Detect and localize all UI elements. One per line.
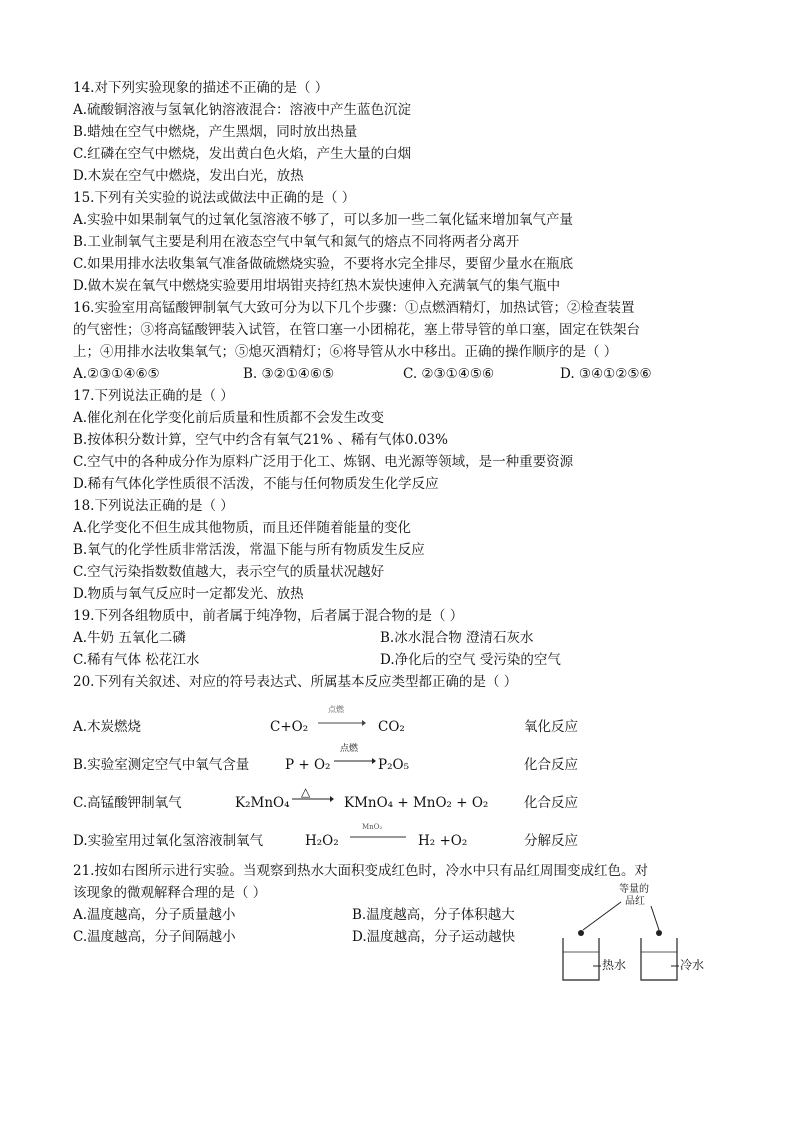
q16-option-a: A.②③①④⑥⑤ bbox=[73, 366, 160, 382]
q21-option-b: B.温度越高，分子体积越大 bbox=[352, 907, 515, 923]
diffusion-experiment-figure bbox=[555, 884, 715, 988]
q20-row-a-type: 氧化反应 bbox=[524, 719, 578, 735]
q14-option-d: D.木炭在空气中燃烧，发出白光，放热 bbox=[73, 168, 304, 184]
q20-row-b-arrow-icon bbox=[334, 756, 376, 766]
q20-row-b-products: P₂O₅ bbox=[378, 757, 409, 773]
q20-row-b-reactants: P + O₂ bbox=[285, 757, 331, 773]
q21-line-2: 该现象的微观解释合理的是（ ） bbox=[73, 885, 267, 901]
q20-row-c-condition: △ bbox=[301, 785, 311, 799]
q20-row-d-condition: MnO₂ bbox=[362, 823, 383, 831]
figure-label-equal-amount: 等量的 bbox=[619, 884, 649, 895]
figure-label-cold-water: 冷水 bbox=[680, 958, 705, 972]
q19-option-a: A.牛奶 五氧化二磷 bbox=[73, 630, 186, 646]
q20-row-d-products: H₂ +O₂ bbox=[418, 833, 468, 849]
q19-option-c: C.稀有气体 松花江水 bbox=[73, 652, 200, 668]
q14-option-b: B.蜡烛在空气中燃烧，产生黑烟，同时放出热量 bbox=[73, 124, 358, 140]
q20-row-d-line bbox=[350, 832, 406, 842]
q20-row-a-arrow-icon bbox=[318, 718, 366, 728]
q14-option-c: C.红磷在空气中燃烧，发出黄白色火焰，产生大量的白烟 bbox=[73, 146, 412, 162]
q15-option-c: C.如果用排水法收集氧气准备做硫燃烧实验，不要将水完全排尽，要留少量水在瓶底 bbox=[73, 256, 574, 272]
q20-row-c-label: C.高锰酸钾制氧气 bbox=[73, 795, 182, 811]
q19-option-d: D.净化后的空气 受污染的空气 bbox=[380, 652, 561, 668]
q15-stem: 15.下列有关实验的说法或做法中正确的是（ ） bbox=[73, 190, 356, 206]
q20-row-a-reactants: C+O₂ bbox=[270, 719, 309, 735]
q16-option-b: B. ③②①④⑥⑤ bbox=[243, 366, 335, 382]
q15-option-d: D.做木炭在氧气中燃烧实验要用坩埚钳夹持红热木炭快速伸入充满氧气的集气瓶中 bbox=[73, 278, 561, 294]
q17-option-d: D.稀有气体化学性质很不活泼，不能与任何物质发生化学反应 bbox=[73, 476, 439, 492]
q20-row-a-products: CO₂ bbox=[378, 719, 405, 735]
q19-option-b: B.冰水混合物 澄清石灰水 bbox=[380, 630, 534, 646]
q21-option-a: A.温度越高，分子质量越小 bbox=[73, 907, 236, 923]
q16-option-d: D. ③④①②⑤⑥ bbox=[560, 366, 652, 382]
q20-row-d-reactants: H₂O₂ bbox=[305, 833, 339, 849]
q21-line-1: 21.按如右图所示进行实验。当观察到热水大面积变成红色时，冷水中只有品红周围变成红色。对 bbox=[73, 863, 648, 879]
q17-stem: 17.下列说法正确的是（ ） bbox=[73, 388, 234, 404]
q20-row-b-condition: 点燃 bbox=[340, 744, 359, 754]
q18-option-c: C.空气污染指数数值越大，表示空气的质量状况越好 bbox=[73, 564, 385, 580]
q19-stem: 19.下列各组物质中，前者属于纯净物，后者属于混合物的是（ ） bbox=[73, 608, 464, 624]
q14-option-a: A.硫酸铜溶液与氢氧化钠溶液混合：溶液中产生蓝色沉淀 bbox=[73, 102, 412, 118]
q20-row-a-label: A.木炭燃烧 bbox=[73, 719, 142, 735]
q18-stem: 18.下列说法正确的是（ ） bbox=[73, 498, 234, 514]
q16-line-2: 的气密性；③将高锰酸钾装入试管，在管口塞一小团棉花，塞上带导管的单口塞，固定在铁架台 bbox=[73, 322, 640, 338]
q20-row-b-type: 化合反应 bbox=[524, 757, 578, 773]
figure-label-pinkred: 品红 bbox=[625, 896, 645, 907]
q21-option-c: C.温度越高，分子间隔越小 bbox=[73, 929, 236, 945]
q16-option-c: C. ②③①④⑤⑥ bbox=[403, 366, 495, 382]
q16-line-1: 16.实验室用高锰酸钾制氧气大致可分为以下几个步骤：①点燃酒精灯，加热试管；②检查装置 bbox=[73, 300, 635, 316]
q20-row-b-label: B.实验室测定空气中氧气含量 bbox=[73, 757, 250, 773]
q20-row-c-products: KMnO₄ + MnO₂ + O₂ bbox=[344, 795, 489, 811]
q20-row-c-type: 化合反应 bbox=[524, 795, 578, 811]
figure-label-hot-water: 热水 bbox=[602, 958, 627, 972]
q18-option-d: D.物质与氧气反应时一定都发光、放热 bbox=[73, 586, 304, 602]
q17-option-a: A.催化剂在化学变化前后质量和性质都不会发生改变 bbox=[73, 410, 385, 426]
q20-row-a-condition: 点燃 bbox=[328, 705, 344, 714]
q18-option-a: A.化学变化不但生成其他物质，而且还伴随着能量的变化 bbox=[73, 520, 412, 536]
q16-line-3: 上；④用排水法收集氧气；⑤熄灭酒精灯；⑥将导管从水中移出。正确的操作顺序的是（ ） bbox=[73, 344, 618, 360]
q18-option-b: B.氧气的化学性质非常活泼，常温下能与所有物质发生反应 bbox=[73, 542, 425, 558]
q15-option-a: A.实验中如果制氧气的过氧化氢溶液不够了，可以多加一些二氧化锰来增加氧气产量 bbox=[73, 212, 574, 228]
q20-stem: 20.下列有关叙述、对应的符号表达式、所属基本反应类型都正确的是（ ） bbox=[73, 674, 518, 690]
q17-option-c: C.空气中的各种成分作为原料广泛用于化工、炼钢、电光源等领域，是一种重要资源 bbox=[73, 454, 574, 470]
q20-row-c-arrow-icon bbox=[292, 794, 334, 804]
q20-row-c-reactants: K₂MnO₄ bbox=[235, 795, 290, 811]
q15-option-b: B.工业制氧气主要是利用在液态空气中氧气和氮气的熔点不同将两者分离开 bbox=[73, 234, 520, 250]
q14-stem: 14.对下列实验现象的描述不正确的是（ ） bbox=[73, 80, 329, 96]
q20-row-d-label: D.实验室用过氧化氢溶液制氧气 bbox=[73, 833, 264, 849]
q17-option-b: B.按体积分数计算，空气中约含有氧气21% 、稀有气体0.03% bbox=[73, 432, 448, 448]
q21-option-d: D.温度越高，分子运动越快 bbox=[352, 929, 516, 945]
beakers-drawing bbox=[555, 888, 715, 988]
q20-row-d-type: 分解反应 bbox=[524, 833, 578, 849]
